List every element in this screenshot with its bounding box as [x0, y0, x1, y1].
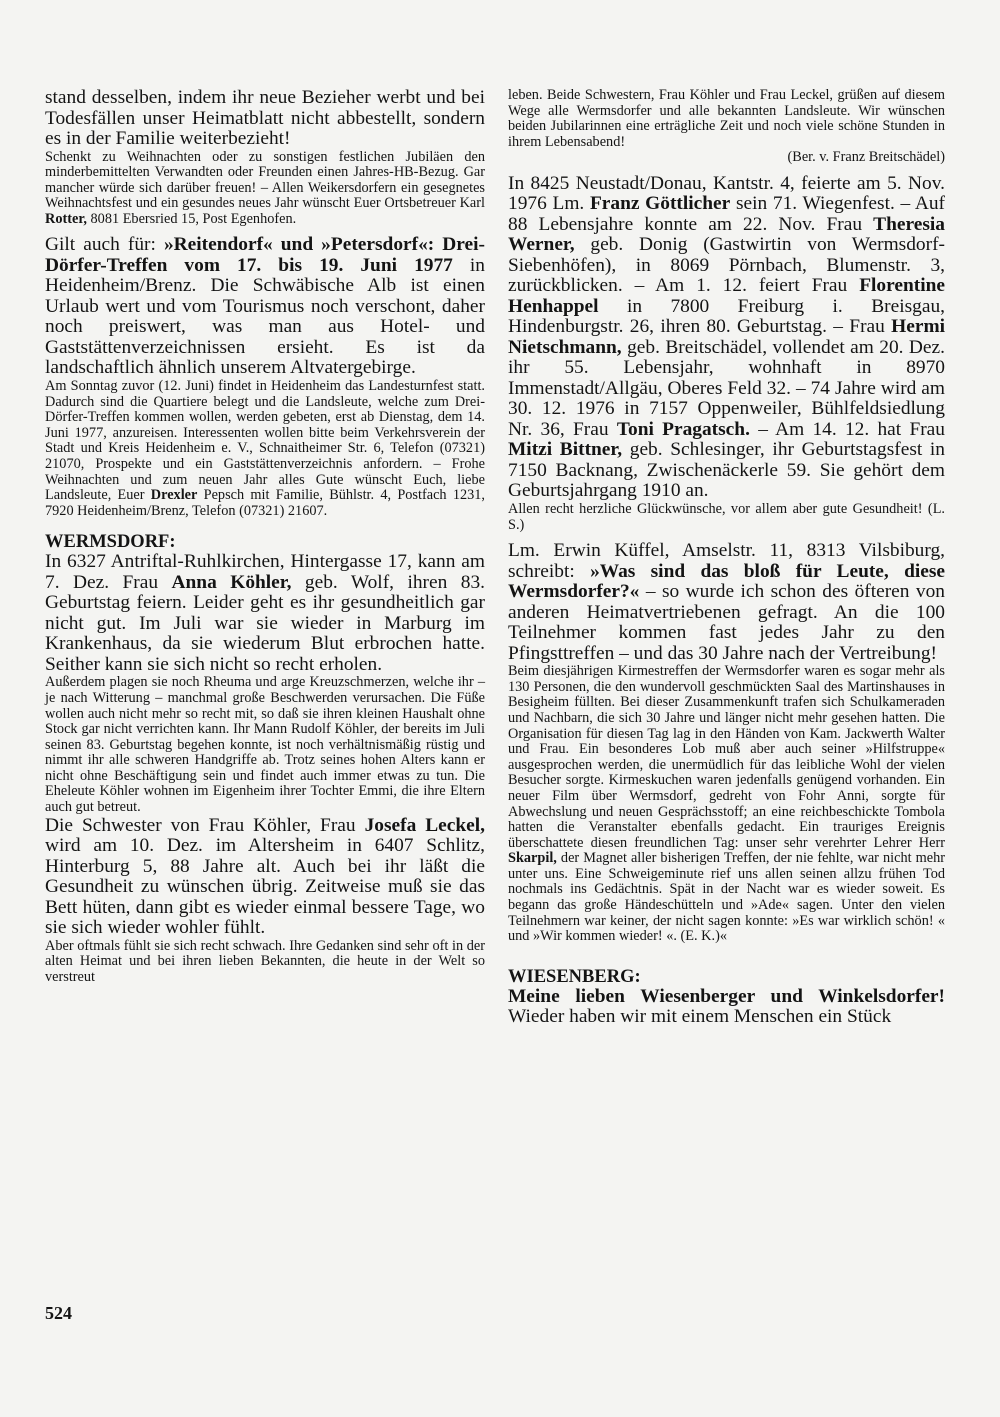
- paragraph-congratulations: Allen recht herzliche Glückwünsche, vor allem aber gute Gesundheit! (L. S.): [508, 500, 945, 533]
- name-franz-goettlicher: Franz Göttlicher: [589, 193, 731, 215]
- paragraph-birthdays: In 8425 Neustadt/Donau, Kantstr. 4, feierte am 5. Nov. 1976 Lm. Franz Göttlicher sein 71. Wiegenfest. – Auf 88 Lebensjahre konnte am 22. Nov. Frau Theresia Werner, geb. Donig (Gastwirtin von Wermsdorf-Siebenhöfen), in 8069 Pörnbach, Blumenstr. 3, zurückblicken. – Am 1. 12. feiert Frau Florentine Henhappel in 7800 Freiburg i. Breisgau, Hindenburgstr. 26, ihren 80. Geburtstag. – Frau Hermi Nietschmann, geb. Breitschädel, vollendet am 20. Dez. ihr 55. Lebensjahr, wohnhaft in 8970 Immenstadt/Allgäu, Oberes Feld 32. – 74 Jahre wird am 30. 12. 1976 in 7157 Oppenweiler, Bühlfeldsiedlung Nr. 36, Frau Toni Pragatsch. – Am 14. 12. hat Frau Mitzi Bittner, geb. Schlesinger, ihr Geburtstagsfest in 7150 Backnang, Zwischenäckerle 59. Sie gehört dem Geburtsjahrgang 1910 an.: [508, 172, 945, 502]
- name-florentine-henhappel: Florentine Henhappel: [508, 275, 945, 317]
- name-drexler: Drexler: [150, 487, 198, 504]
- name-skarpil: Skarpil,: [508, 850, 557, 867]
- name-toni-pragatsch: Toni Pragatsch.: [616, 418, 750, 440]
- report-signature: (Ber. v. Franz Breitschädel): [787, 149, 945, 166]
- paragraph-josefa-leckel: Die Schwester von Frau Köhler, Frau Josefa Leckel, wird am 10. Dez. im Altersheim in 6407 Schlitz, Hinterburg 5, 88 Jahre alt. Auch bei ihr läßt die Gesundheit zu wünschen übrig. Zeitweise muß sie das Bett hüten, dann gibt es wieder einmal bessere Tage, wo sie sich wieder wohler fühlt.: [45, 814, 485, 939]
- left-column: [45, 88, 485, 985]
- paragraph-anna-koehler: In 6327 Antriftal-Ruhlkirchen, Hintergasse 17, kann am 7. Dez. Frau Anna Köhler, geb. Wolf, ihren 83. Geburtstag feiern. Leider geht es ihr gesundheitlich gar nicht gut. Im Juli war sie wieder in Marburg im Krankenhaus, da sie wiederum Blut erbrochen hatte. Seither kann sie sich nicht so recht erholen.: [45, 551, 485, 675]
- greeting-wiesenberger: Meine lieben Wiesenberger und Winkelsdorfer!: [508, 985, 945, 1007]
- name-rotter: Rotter,: [45, 210, 87, 227]
- paragraph-koehler-health: Außerdem plagen sie noch Rheuma und arge Kreuzschmerzen, welche ihr – je nach Witterung – manchmal große Beschwerden verursachen. Die Füße wollen auch nicht mehr so recht mit, so daß sie ihren kleinen Haushalt ohne Stock gar nicht verrichten kann. Ihr Mann Rudolf Köhler, der bereits im Juli seinen 83. Geburtstag begehen konnte, ist noch verhältnismäßig rüstig und nimmt ihr alle schweren Handgriffe ab. Trotz seines hohen Alters kann er nicht ohne Beschäftigung sein und findet auch immer etwas zu tun. Die Eheleute Köhler wohnen im Eigenheim ihrer Tochter Emmi, die ihre Eltern auch gut betreut.: [45, 674, 485, 816]
- paragraph-meeting-details: Am Sonntag zuvor (12. Juni) findet in Heidenheim das Landesturnfest statt. Dadurch sind die Quartiere belegt und die Landsleute, welche zum Drei-Dörfer-Treffen kommen wollen, werden gebeten, erst ab Dienstag, dem 14. Juni 1977, anzureisen. Interessenten wollen bitte beim Verkehrsverein der Stadt und Kreis Heidenheim e. V., Schnaitheimer Str. 6, Telefon (07321) 21070, Prospekte und ein Gaststättenverzeichnis anfordern. – Frohe Weihnachten und zum neuen Jahr alles Gute wünscht Euch, liebe Landsleute, Euer Drexler Pepsch mit Familie, Bühlstr. 4, Postfach 1231, 7920 Heidenheim/Brenz, Telefon (07321) 21607.: [45, 377, 485, 519]
- paragraph-leckel-thoughts: Aber oftmals fühlt sie sich recht schwach. Ihre Gedanken sind sehr oft in der alten Heimat und bei ihren lieben Bekannten, die heute in der Welt so verstreut: [45, 937, 485, 985]
- name-josefa-leckel: Josefa Leckel,: [364, 814, 485, 836]
- paragraph-christmas-greeting: Schenkt zu Weihnachten oder zu sonstigen festlichen Jubiläen den minderbemittelten Verwandten oder Freunden einen Jahres-HB-Bezug. Gar mancher würde sich darüber freuen! – Allen Weikersdorfern ein gesegnetes Weihnachtsfest und ein gesundes neues Jahr wünscht Euer Ortsbetreuer Karl Rotter, 8081 Ebersried 15, Post Egenhofen.: [45, 148, 485, 227]
- page-number: 524: [45, 1303, 72, 1323]
- section-heading-wiesenberg: WIESENBERG:: [508, 966, 641, 987]
- section-heading-wermsdorf: WERMSDORF:: [45, 532, 176, 553]
- paragraph-kirmes-meeting: Beim diesjährigen Kirmestreffen der Wermsdorfer waren es sogar mehr als 130 Personen, die den wundervoll geschmückten Saal des Martinshauses in Besigheim füllten. Bei dieser Zusammenkunft trafen sich Schulkameraden und Nachbarn, die sich 30 Jahre und länger nicht mehr gesehen hatten. Die Organisation für diesen Tag lag in den Händen von Kam. Jackwerth Walter und Frau. Ein besonderes Lob muß aber auch seiner »Hilfstruppe« ausgesprochen werden, die unermüdlich für das leibliche Wohl der vielen Besucher sorgte. Kirmeskuchen waren jedenfalls genügend vorhanden. Ein neuer Film über Wermsdorf, gedreht von Fohr Anni, sorgte für Abwechslung und neuen Gesprächsstoff; an eine reichbeschickte Tombola hatten die Veranstalter ebenfalls gedacht. Ein trauriges Ereignis überschattete diesen freundlichen Tag: unser sehr verehrter Lehrer Herr Skarpil, der Magnet aller bisherigen Treffen, der nie fehlte, war nicht mehr unter uns. Eine Schweigeminute rief uns allen seinen allzu frühen Tod nochmals ins Gedächtnis. Spät in der Nacht war es wieder soweit. Es begann das große Händeschütteln und »Ade« sagen. Unter den vielen Teilnehmern war keiner, der nicht sagen konnte: »Es war wirklich schön! « und »Wir kommen wieder! «. (E. K.)«: [508, 663, 945, 945]
- paragraph-three-village-meeting: Gilt auch für: »Reitendorf« und »Petersdorf«: Drei-Dörfer-Treffen vom 17. bis 19. Juni 1977 in Heidenheim/Brenz. Die Schwäbische Alb ist einen Urlaub wert und vom Tourismus noch verschont, daher noch preiswert, was man aus Hotel- und Gaststättenverzeichnissen ersieht. Es ist da landschaftlich ähnlich unserem Altvatergebirge.: [45, 234, 485, 379]
- quote-wermsdorfer: »Was sind das bloß für Leute, diese Wermsdorfer?«: [508, 560, 945, 603]
- paragraph-kueffel-letter: Lm. Erwin Küffel, Amselstr. 11, 8313 Vilsbiburg, schreibt: »Was sind das bloß für Leute, diese Wermsdorfer?« – so wurde ich schon des öfteren von anderen Heimatvertriebenen gefragt. An die 100 Teilnehmer kommen fast jedes Jahr zu den Pfingsttreffen – und das 30 Jahre nach der Vertreibung!: [508, 540, 945, 664]
- meeting-title: »Reitendorf« und »Petersdorf«: Drei-Dörfer-Treffen vom 17. bis 19. Juni 1977: [45, 234, 485, 276]
- paragraph-subscription-appeal: stand desselben, indem ihr neue Bezieher werbt und bei Todesfällen unser Heimatblatt nicht abbestellt, sondern es in der Familie weiterbezieht!: [45, 87, 485, 149]
- name-mitzi-bittner: Mitzi Bittner,: [508, 439, 623, 461]
- name-theresia-werner: Theresia Werner,: [508, 213, 945, 256]
- name-hermi-nietschmann: Hermi Nietschmann,: [508, 316, 945, 358]
- name-anna-koehler: Anna Köhler,: [171, 571, 292, 593]
- paragraph-sisters-greeting: leben. Beide Schwestern, Frau Köhler und Frau Leckel, grüßen auf diesem Wege alle Wermsdorfer und alle bekannten Landsleute. Wir wünschen beiden Jubilarinnen eine erträgliche Zeit und noch viele schöne Stunden in ihrem Lebensabend!: [508, 87, 945, 150]
- paragraph-wiesenberg-greeting: Meine lieben Wiesenberger und Winkelsdorfer! Wieder haben wir mit einem Menschen ein Stück: [508, 985, 945, 1028]
- right-column: [508, 88, 945, 1028]
